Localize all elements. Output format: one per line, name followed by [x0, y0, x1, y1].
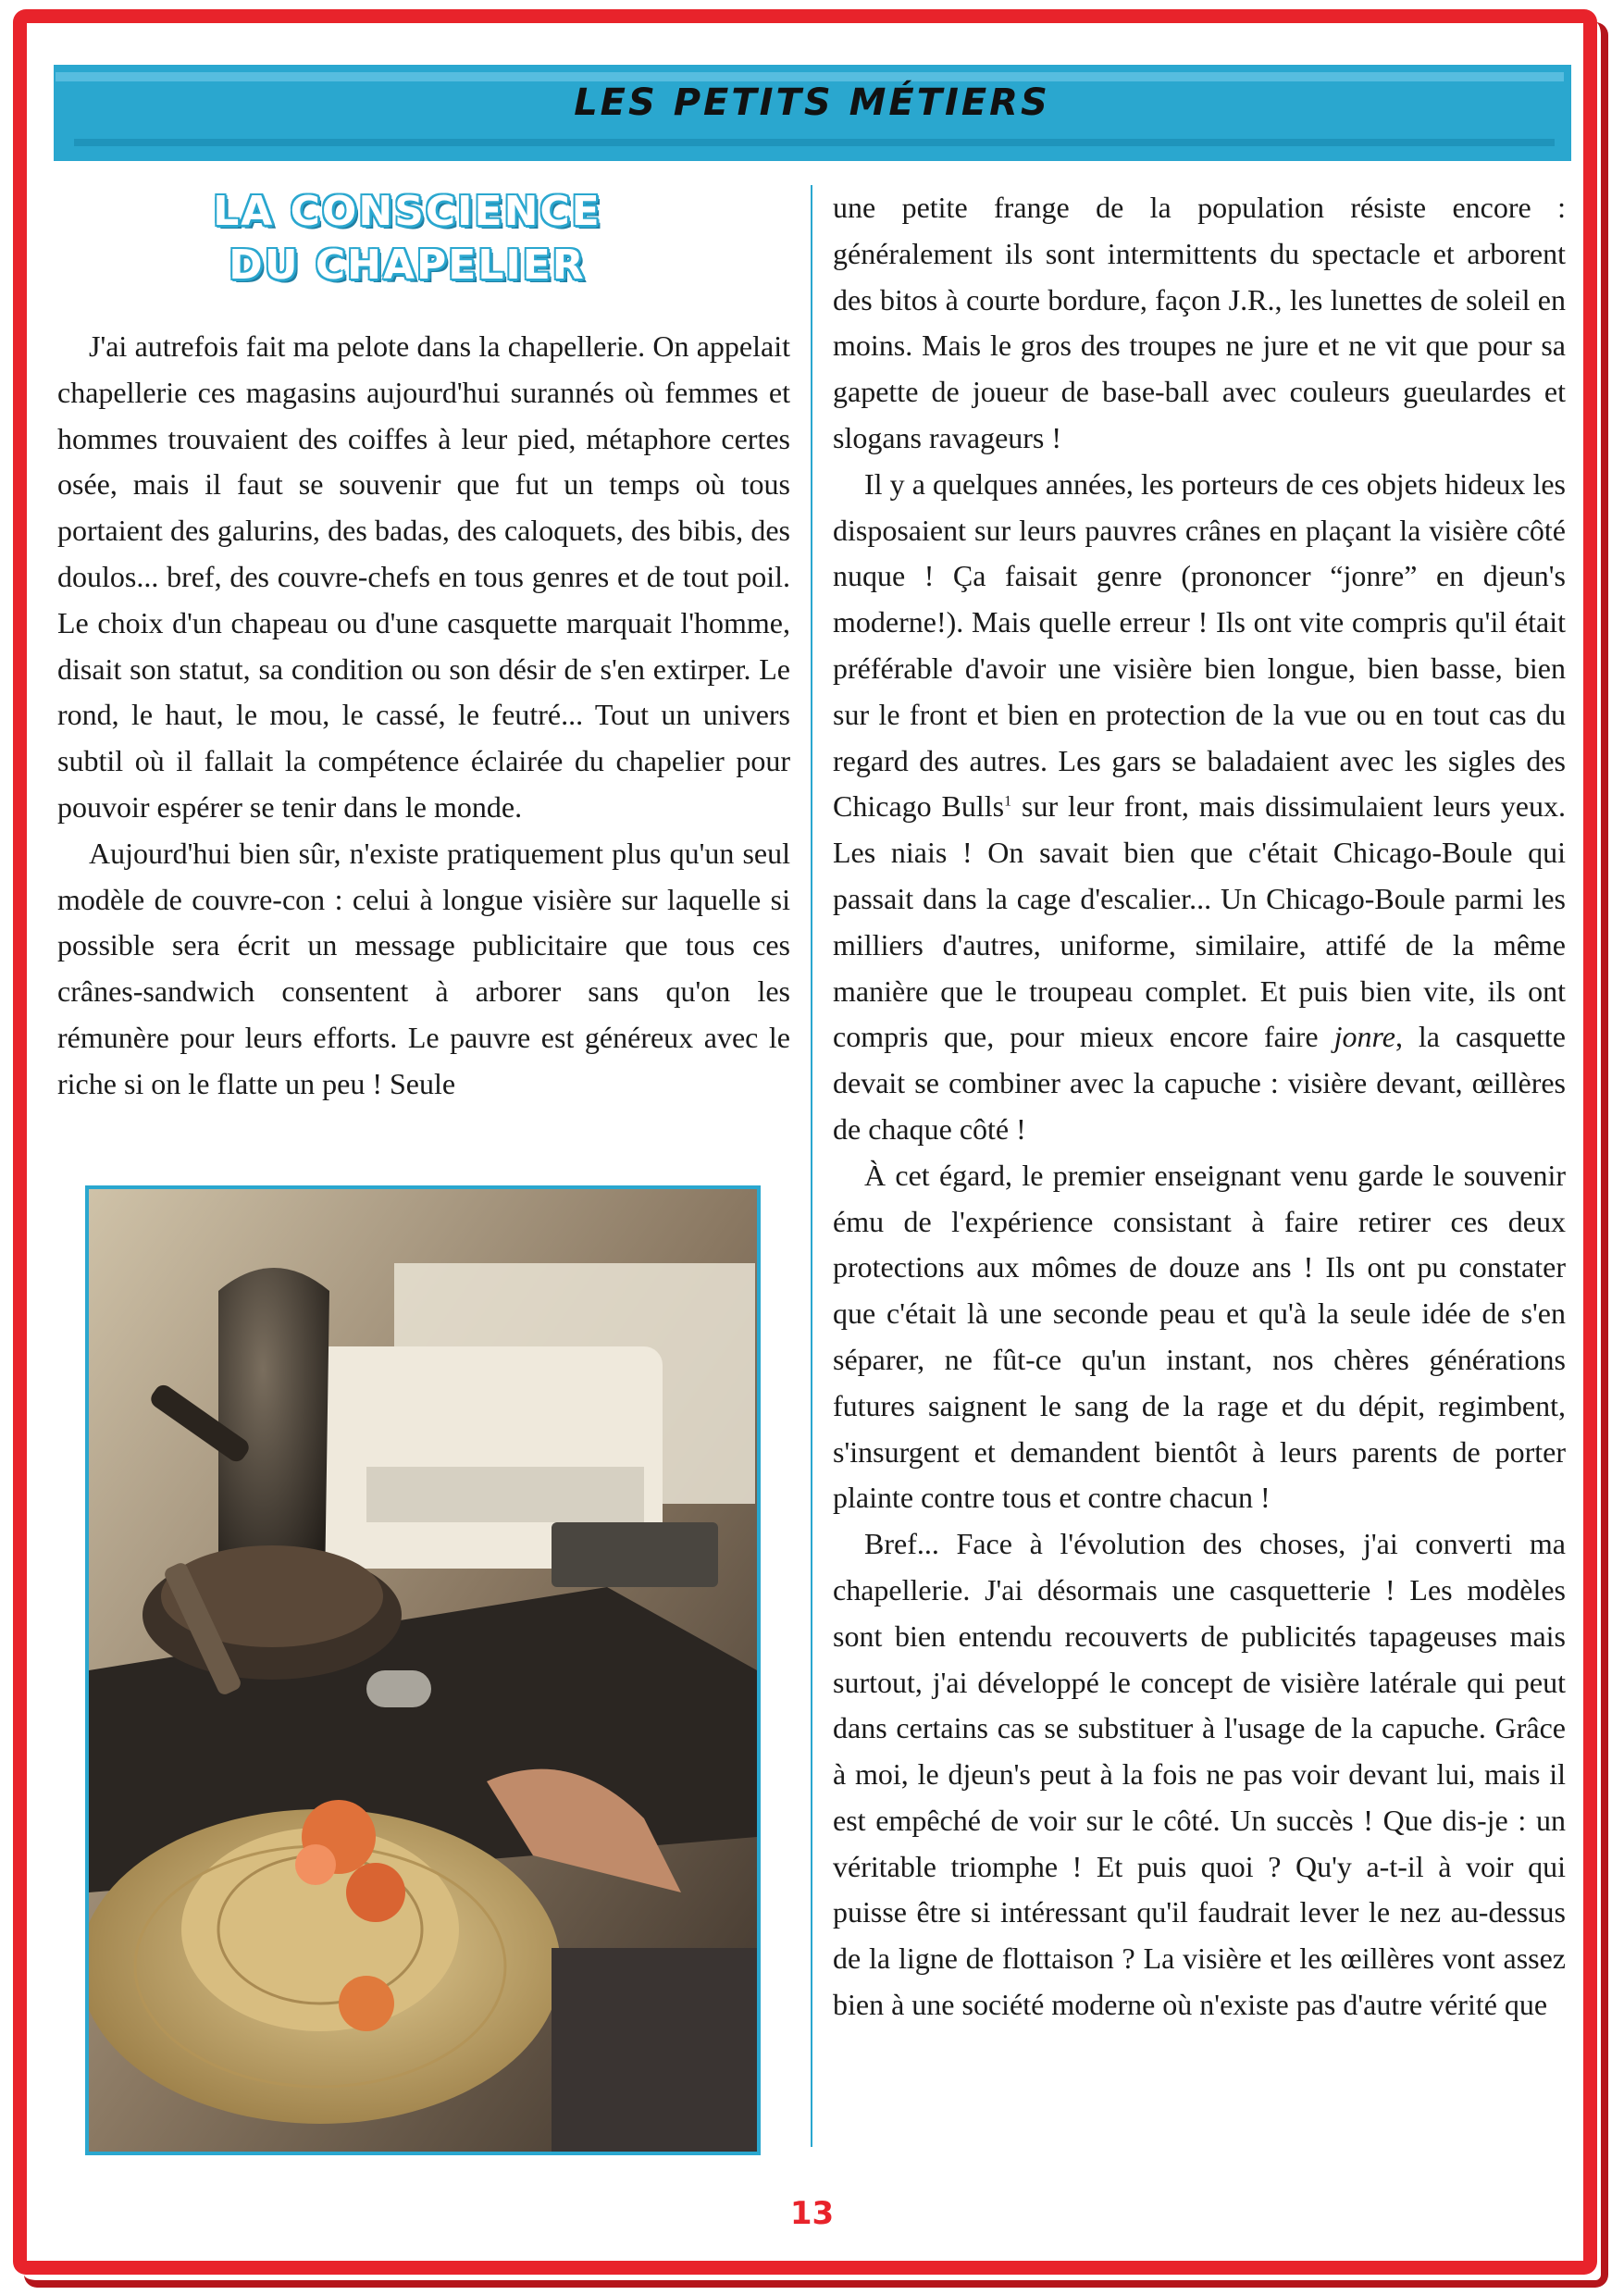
right-column — [833, 185, 1566, 2028]
paragraph-text: sur leur front, mais dissimulaient leurs yeux. Les niais ! On savait bien que c'était Chicago-Boule qui passait dans la cage d'escalier... Un Chicago-Boule parmi les milliers d'autres, uniforme, similaire, attifé de la même manière que le troupeau complet. Et puis bien vite, ils ont compris que, pour mieux encore faire — [833, 789, 1567, 1054]
paragraph-text: , la casquette devait se combiner avec la capuche : visière devant, œillères de chaque côté ! — [833, 1020, 1566, 1146]
paragraph: Bref... Face à l'évolution des choses, j'ai converti ma chapellerie. J'ai désormais une casquetterie ! Les modèles sont bien entendu recouverts de publicités tapageuses mais surtout, j'ai développé le concept de visière latérale qui peut dans certains cas se substituer à l'usage de la capuche. Grâce à moi, le djeun's peut à la fois ne pas voir devant lui, mais il est empêché de voir sur le côté. Un succès ! Que dis-je : un véritable triomphe ! Et puis quoi ? Qu'y a-t-il à voir qui puisse être si intéressant qu'il faudrait lever le nez au-dessus de la ligne de flottaison ? La visière et les œillères vont assez bien à une société moderne où n'existe pas d'autre vérité que — [833, 1527, 1566, 2022]
page-number: 13 — [789, 2195, 835, 2232]
footnote-reference: 1 — [1004, 793, 1012, 810]
column-divider — [811, 185, 812, 2147]
paragraph-text: Il y a quelques années, les porteurs de ces objets hideux les disposaient sur leurs pauvres crânes en plaçant la visière côté nuque ! Ça faisait genre (prononcer “jonre” en djeun's moderne!). Mais quelle erreur ! Ils ont vite compris qu'il était préférable d'avoir une visière bien longue, bien basse, bien sur le front et bien en protection de la vue ou en tout cas du regard des autres. Les gars se baladaient avec les sigles des Chicago Bulls — [833, 466, 1566, 824]
article-title-line: DU CHAPELIER — [229, 242, 586, 289]
paragraph: une petite frange de la population résiste encore : généralement ils sont intermittents du spectacle et arborent des bitos à courte bordure, façon J.R., les lunettes de soleil en moins. Mais le gros des troupes ne jure et ne vit que pour sa gapette de joueur de base-ball avec couleurs gueulardes et slogans ravageurs ! — [833, 191, 1566, 454]
hat-workshop-photo — [85, 1185, 761, 2155]
emphasis-text: jonre — [1333, 1020, 1395, 1054]
banner-brush-streak — [56, 72, 1564, 81]
paragraph — [833, 462, 1566, 1153]
section-title: LES PETITS MÉTIERS — [574, 81, 1050, 124]
photo-illustration — [89, 1189, 757, 2152]
paragraph: Aujourd'hui bien sûr, n'existe pratiquement plus qu'un seul modèle de couvre-con : celui à longue visière sur laquelle si possible sera écrit un message publicitaire que tous ces crânes-sandwich consentent à arborer sans qu'on les rémunère pour leurs efforts. Le pauvre est généreux avec le riche si on le flatte un peu ! Seule — [57, 836, 790, 1100]
paragraph: J'ai autrefois fait ma pelote dans la chapellerie. On appelait chapellerie ces magasins aujourd'hui surannés où femmes et hommes trouvaient des coiffes à leur pied, métaphore certes osée, mais il faut se souvenir que fut un temps où tous portaient des galurins, des badas, des caloquets, des bibis, des doulos... bref, des couvre-chefs en tous genres et de tout poil. Le choix d'un chapeau ou d'une casquette marquait l'homme, disait son statut, sa condition ou son désir de s'en extirper. Le rond, le haut, le mou, le cassé, le feutré... Tout un univers subtil où il fallait la compétence éclairée du chapelier pour pouvoir espérer se tenir dans le monde. — [57, 329, 790, 824]
article-title — [143, 185, 671, 292]
left-column — [57, 324, 790, 1108]
banner-brush-streak — [74, 139, 1555, 146]
article-title-line: LA CONSCIENCE — [213, 188, 601, 235]
paragraph: À cet égard, le premier enseignant venu garde le souvenir ému de l'expérience consistant à faire retirer ces deux protections aux mômes de douze ans ! Ils ont pu constater que c'était là une seconde peau et qu'à la seule idée de s'en séparer, ne fût-ce qu'un instant, nos chères générations futures saignent le sang de la rage et du dépit, regimbent, s'insurgent et demandent bientôt à leurs parents de porter plainte contre tous et contre chacun ! — [833, 1158, 1566, 1515]
